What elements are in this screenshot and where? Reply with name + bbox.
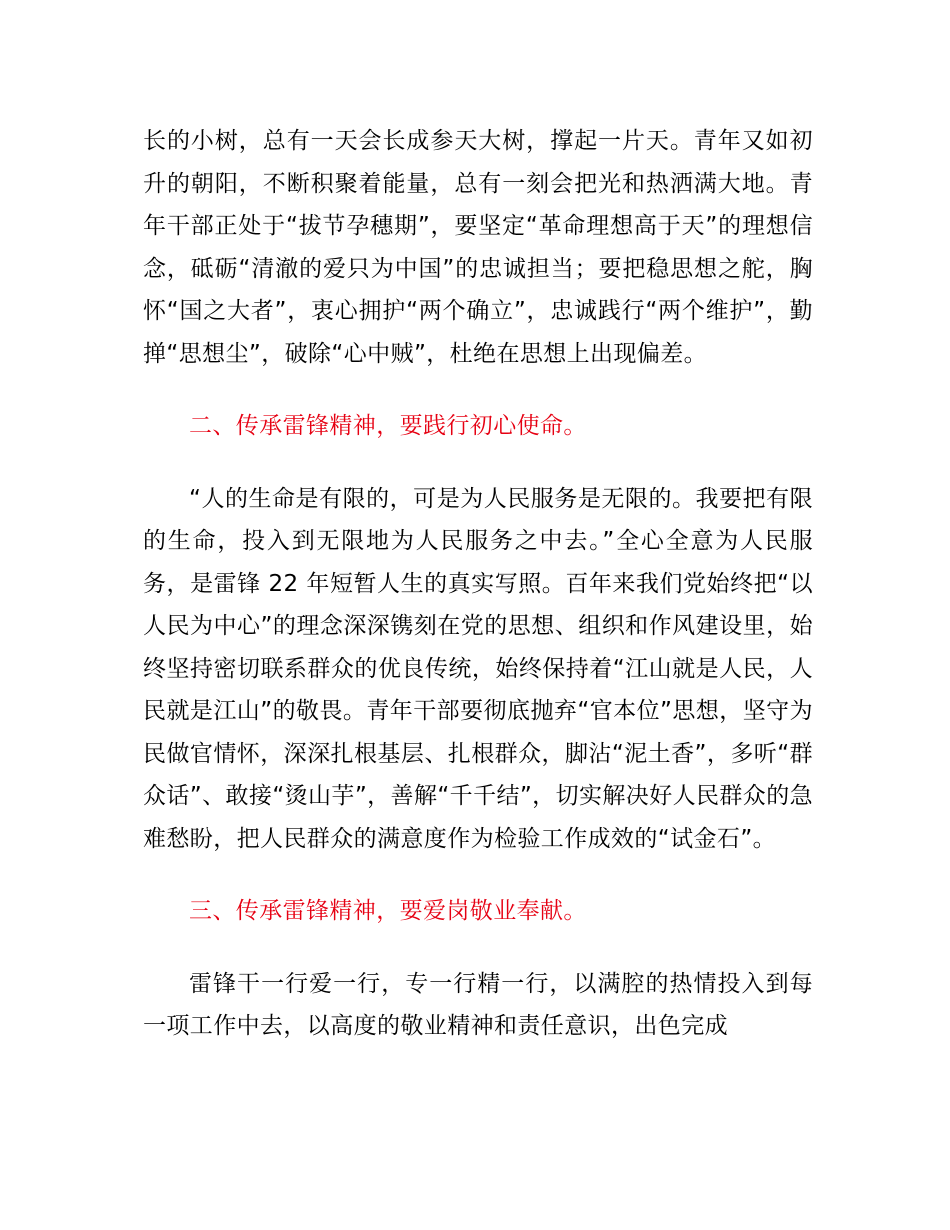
body-paragraph-1: 长的小树，总有一天会长成参天大树，撑起一片天。青年又如初升的朝阳，不断积聚着能量，总有一刻会把光和热洒满大地。青年干部正处于“拔节孕穗期”，要坚定“革命理想高于天”的理想信念，砥砺“清澈的爱只为中国”的忠诚担当；要把稳思想之舵，胸怀“国之大者”，衷心拥护“两个确立”，忠诚践行“两个维护”，勤掸“思想尘”，破除“心中贼”，杜绝在思想上出现偏差。 xyxy=(143,128,813,367)
document-body xyxy=(143,120,813,1048)
body-paragraph-3: 雷锋干一行爱一行，专一行精一行，以满腔的热情投入到每一项工作中去，以高度的敬业精神和责任意识，出色完成 xyxy=(143,970,813,1039)
section-heading-3: 三、传承雷锋精神，要爱岗敬业奉献。 xyxy=(189,898,587,924)
body-paragraph-2: “人的生命是有限的，可是为人民服务是无限的。我要把有限的生命，投入到无限地为人民服务之中去。”全心全意为人民服务，是雷锋 22 年短暂人生的真实写照。百年来我们党始终把“以人民为中心”的理念深深镌刻在党的思想、组织和作风建设里，始终坚持密切联系群众的优良传统，始终保持着“江山就是人民，人民就是江山”的敬畏。青年干部要彻底抛弃“官本位”思想，坚守为民做官情怀，深深扎根基层、扎根群众，脚沾“泥土香”，多听“群众话”、敢接“烫山芋”，善解“千千结”，切实解决好人民群众的急难愁盼，把人民群众的满意度作为检验工作成效的“试金石”。 xyxy=(143,485,813,852)
section-heading-2: 二、传承雷锋精神，要践行初心使命。 xyxy=(189,413,587,439)
